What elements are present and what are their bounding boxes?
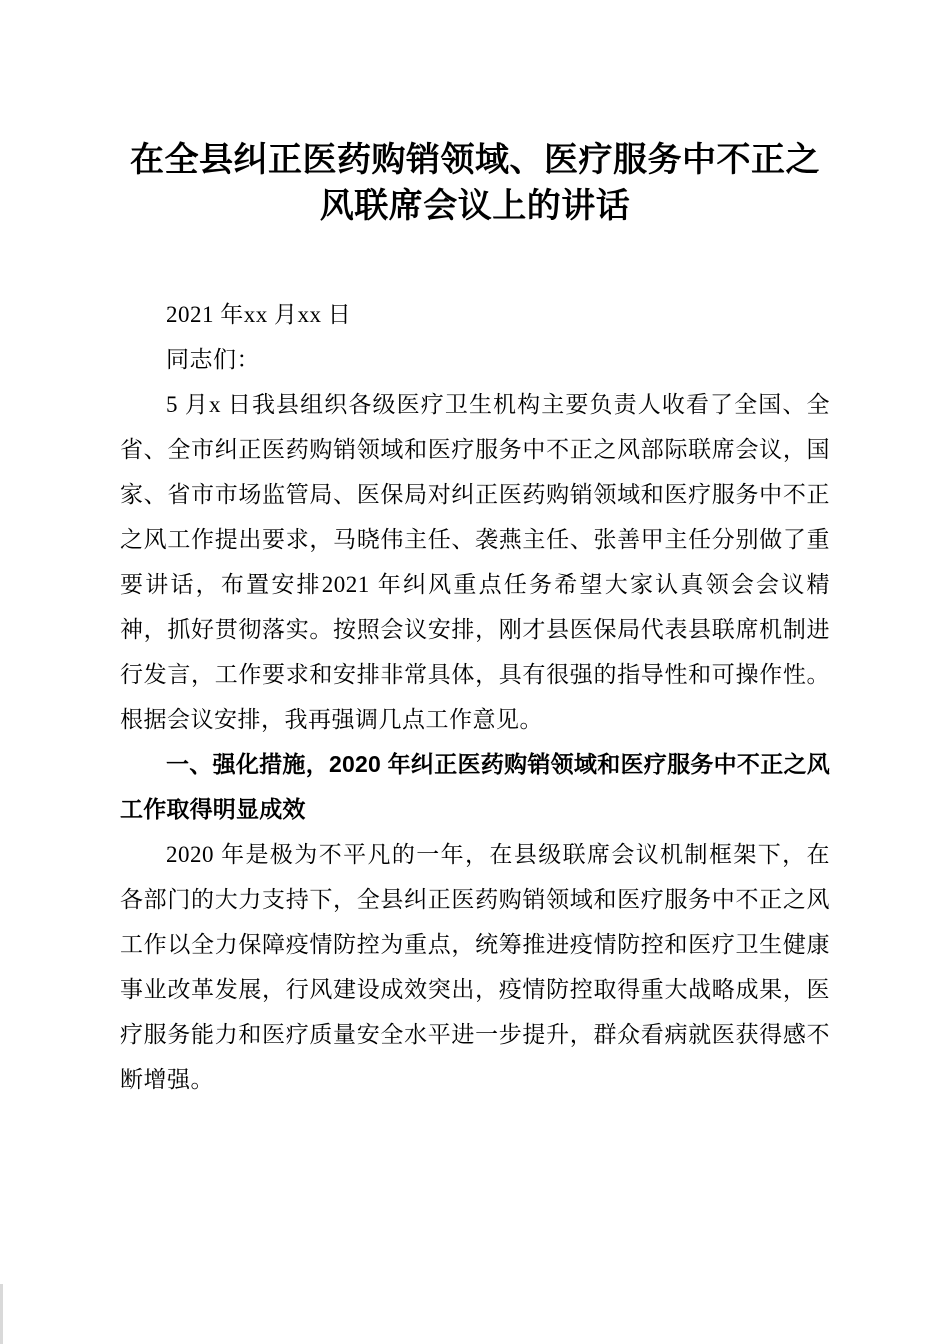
paragraph-2: 2020 年是极为不平凡的一年，在县级联席会议机制框架下，在各部门的大力支持下，全县纠正医药购销领域和医疗服务中不正之风工作以全力保障疫情防控为重点，统筹推进疫情防控和医疗卫生健康事业改革发展，行风建设成效突出，疫情防控取得重大战略成果，医疗服务能力和医疗质量安全水平进一步提升，群众看病就医获得感不断增强。	[120, 841, 830, 1092]
document-date: 2021 年xx 月xx 日	[166, 301, 352, 327]
document-body	[120, 292, 830, 1102]
page-edge-mark	[0, 1284, 3, 1344]
section-heading-1: 一、强化措施，2020 年纠正医药购销领域和医疗服务中不正之风工作取得明显成效	[120, 750, 830, 822]
salutation: 同志们：	[166, 346, 260, 372]
document-title: 在全县纠正医药购销领域、医疗服务中不正之风联席会议上的讲话	[130, 142, 820, 225]
paragraph-1: 5 月x 日我县组织各级医疗卫生机构主要负责人收看了全国、全省、全市纠正医药购销领域和医疗服务中不正之风部际联席会议，国家、省市市场监管局、医保局对纠正医药购销领域和医疗服务中不正之风工作提出要求，马晓伟主任、袭燕主任、张善甲主任分别做了重要讲话，布置安排2021 年纠风重点任务希望大家认真领会会议精神，抓好贯彻落实。按照会议安排，刚才县医保局代表县联席机制进行发言，工作要求和安排非常具体，具有很强的指导性和可操作性。根据会议安排，我再强调几点工作意见。	[120, 391, 830, 732]
